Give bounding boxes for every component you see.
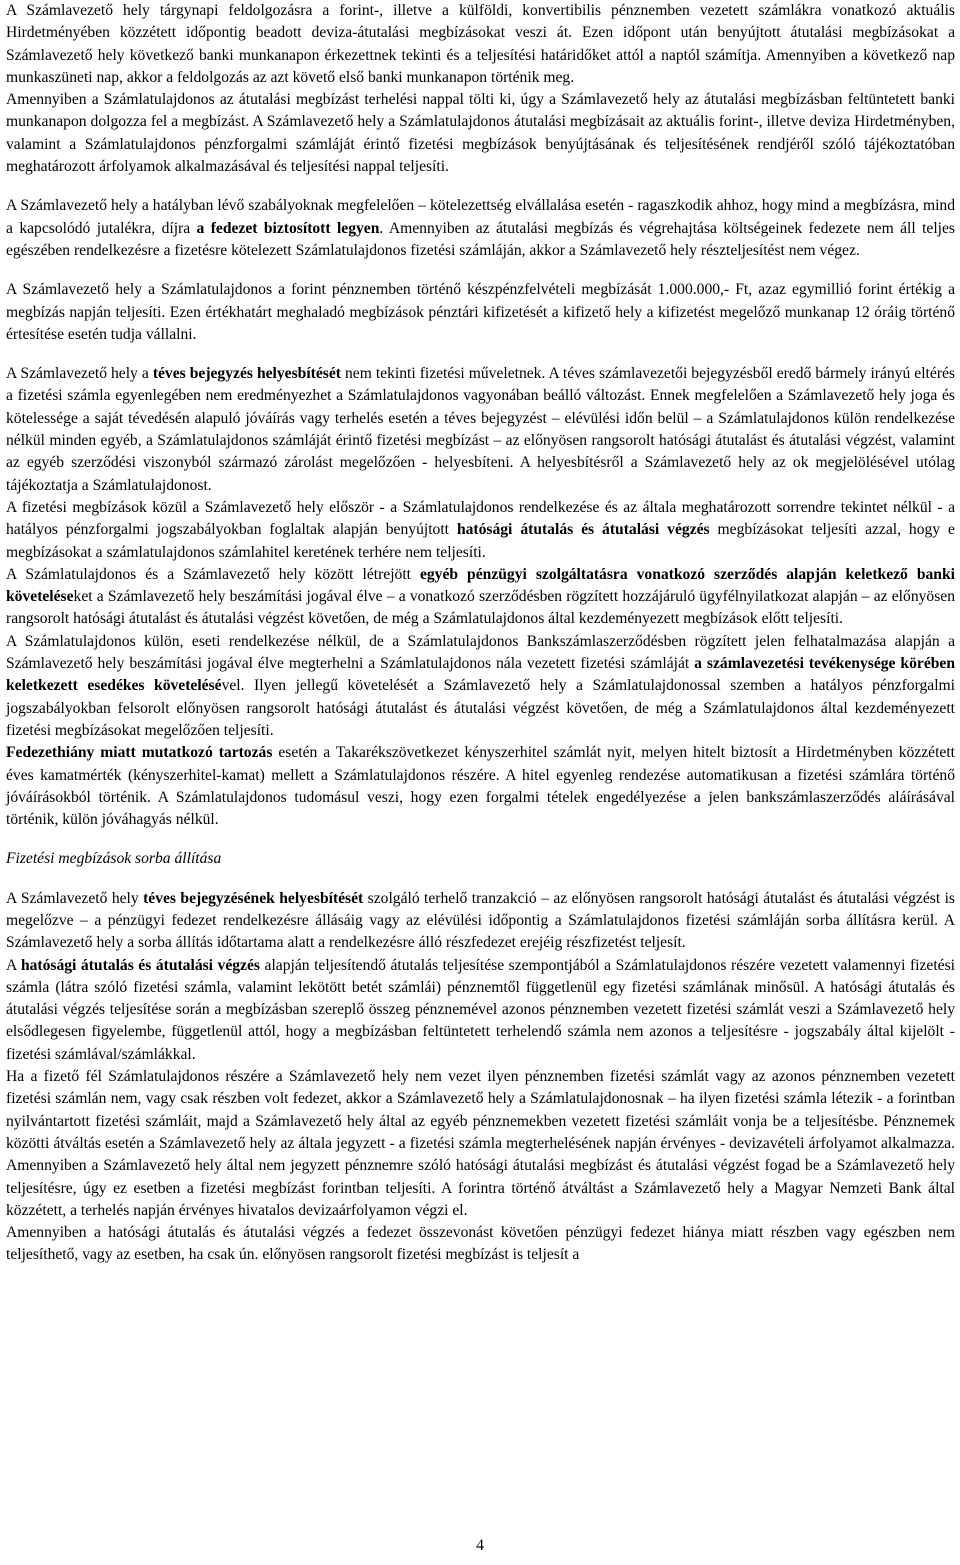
bold-text: Fedezethiány miatt mutatkozó tartozás — [6, 744, 273, 762]
paragraph — [6, 363, 955, 497]
paragraph — [6, 1222, 955, 1267]
text-run: esetén a Takarékszövetkezet kényszerhitel számlát nyit, melyen hitelt biztosít a Hirdetményben közzétett éves kamatmérték (kényszerhitel-kamat) mellett a Számlatulajdonos részére. A hitel egyenleg rendezése automatikusan a fizetési számlára történő jóváírásokból történik. A Számlatulajdonos tudomásul veszi, hogy ezen forgalmi tételek engedélyezése a jelen bankszámlaszerződés aláírásával történik, külön jóváhagyás nélkül. — [6, 744, 955, 829]
text-run: ket a Számlavezető hely beszámítási jogával élve – a vonatkozó szerződésben rögzített hozzájáruló ügyfélnyilatkozat alapján – az előnyösen rangsorolt hatósági átutalást és átutalási végzést követően, de még a Számlatulajdonos által kezdeményezett megbízások előtt teljesíti. — [6, 588, 955, 628]
text-run: vel. Ilyen jellegű követelését a Számlavezető hely a Számlatulajdonossal szemben a hatályos pénzforgalmi jogszabályokban felsorolt előnyösen rangsorolt hatósági átutalást és átutalási végzést követően, de még a Számlatulajdonos által kezdeményezett fizetési megbízásokat megelőzően teljesíti. — [6, 677, 956, 739]
text-run: Fizetési megbízások sorba állítása — [6, 850, 222, 868]
text-run: alapján teljesítendő átutalás teljesítése szempontjából a Számlatulajdonos részére vezetett valamennyi fizetési számla (látra szóló fizetési számla, valamint lekötött betét számlái) pénznemtől függetlenül egy fizetési számlának minősül. A hatósági átutalás és átutalási végzés teljesítése során a megbízásban szereplő összeg pénznemével azonos pénznemben vezetett fizetési számlát veszi a Számlavezető hely elsődlegesen figyelembe, függetlenül attól, hogy a megbízásban feltüntetett terhelendő számla nem azonos a teljesítésre - jogszabály által kijelölt - fizetési számlával/számlákkal. — [6, 956, 955, 1063]
paragraph — [6, 89, 955, 178]
paragraph — [6, 955, 955, 1066]
paragraph — [6, 1066, 955, 1222]
section-heading — [6, 848, 955, 870]
bold-text: egyéb pénzügyi szolgáltatásra vonatkozó szerződés alapján keletkező banki követelése — [6, 565, 955, 606]
text-run: A — [6, 956, 21, 974]
bold-text: a fedezet biztosított legyen — [196, 219, 380, 237]
paragraph — [6, 195, 955, 262]
text-run: A Számlatulajdonos és a Számlavezető hely között létrejött — [6, 565, 420, 583]
paragraph — [6, 888, 955, 955]
text-run: Amennyiben a hatósági átutalás és átutalási végzés a fedezet összevonást követően pénzügyi fedezet hiánya miatt részben vagy egészben nem teljesíthető, vagy az esetben, ha csak ún. előnyösen rangsorolt fizetési megbízást is teljesít a — [6, 1224, 955, 1264]
text-run: A Számlavezető hely a — [6, 365, 153, 383]
paragraph — [6, 497, 955, 564]
bold-text: a számlavezetési tevékenysége körében keletkezett esedékes követelésé — [6, 655, 956, 695]
text-run: A Számlatulajdonos külön, eseti rendelkezése nélkül, de a Számlatulajdonos Bankszámlaszerződésben rögzített jelen felhatalmazása alapján a Számlavezető hely beszámítási jogával élve megterhelni a Számlatulajdonos nála vezetett fizetési számláját — [6, 632, 955, 673]
paragraph — [6, 631, 955, 742]
text-run: A Számlavezető hely tárgynapi feldolgozásra a forint-, illetve a külföldi, konvertibilis pénznemben vezetett számlákra vonatkozó aktuális Hirdetményében közzétett időpontig beadott deviza-átutalási megbízásokat veszi át. Ezen időpont után benyújtott átutalási megbízásokat a Számlavezető hely következő banki munkanapon érkezettnek tekinti és a teljesítési határidőket attól a naptól számítja. Amennyiben a következő nap munkaszüneti nap, akkor a feldolgozás az azt követő első banki munkanapon történik meg. — [6, 2, 955, 86]
paragraph — [6, 279, 955, 346]
text-run: A Számlavezető hely a Számlatulajdonos a forint pénznemben történő készpénzfelvételi megbízását 1.000.000,- Ft, azaz egymillió forint értékig a megbízás napján teljesíti. Ezen értékhatárt meghaladó megbízások pénztári kifizetését a kifizető hely a kifizetést megelőző munkanap 12 óráig történő értesítése esetén tudja vállalni. — [6, 281, 955, 343]
text-run: Ha a fizető fél Számlatulajdonos részére a Számlavezető hely nem vezet ilyen pénznemben fizetési számlát vagy az azonos pénznemben vezetett fizetési számlán nem, vagy csak részben volt fedezet, akkor a Számlavezető hely a Számlatulajdonosnak – ha ilyen fizetési számla létezik - a forintban nyilvántartott fizetési számláit, majd a Számlavezető hely által az egyéb pénznemekben vezetett fizetési számláit vonja be a teljesítésbe. Pénznemek közötti átváltás esetén a Számlavezető hely az általa jegyzett - a fizetési számla megterhelésének napján érvényes - devizavételi árfolyamot alkalmazza. Amennyiben a Számlavezető hely által nem jegyzett pénznemre szóló hatósági átutalási megbízást és átutalási végzést fogad be a Számlavezető hely teljesítésre, úgy ez esetben a fizetési megbízást forintban teljesíti. A forintra történő átváltást a Számlavezető hely a Magyar Nemzeti Bank által közzétett, a terhelés napján érvényes hivatalos devizaárfolyamon végzi el. — [6, 1068, 955, 1219]
document-body — [6, 0, 955, 1267]
text-run: szolgáló terhelő tranzakció – az előnyösen rangsorolt hatósági átutalást és átutalási végzést is megelőzve – a pénzügyi fedezet rendelkezésre állásáig vagy az elévülési időpontig a Számlatulajdonos fizetési számláján sorba állításra kerül. A Számlavezető hely a sorba állítás időtartama alatt a rendelkezésre álló részfedezet erejéig részfizetést teljesít. — [6, 889, 955, 952]
text-run: A Számlavezető hely a hatályban lévő szabályoknak megfelelően – kötelezettség elvállalása esetén - ragaszkodik ahhoz, hogy mind a megbízásra, mind a kapcsolódó jutalékra, díjra — [6, 197, 955, 237]
paragraph — [6, 742, 955, 831]
paragraph — [6, 564, 955, 631]
text-run: . Amennyiben az átutalási megbízás és végrehajtása költségeinek fedezete nem áll teljes egészében rendelkezésre a fizetésre kötelezett Számlatulajdonos fizetési számláján, akkor a Számlavezető hely részteljesítést nem végez. — [6, 219, 955, 259]
text-run: A Számlavezető hely — [6, 889, 144, 907]
bold-text: téves bejegyzésének helyesbítését — [143, 889, 364, 907]
text-run: Amennyiben a Számlatulajdonos az átutalási megbízást terhelési nappal tölti ki, úgy a Számlavezető hely az átutalási megbízásban feltüntetett banki munkanapon dolgozza fel a megbízást. A Számlavezető hely a Számlatulajdonos átutalási megbízásait az aktuális forint-, illetve deviza Hirdetményben, valamint a Számlatulajdonos pénzforgalmi számláját érintő fizetési megbízások benyújtásának és teljesítésének rendjéről szóló tájékoztatóban meghatározott árfolyamok alkalmazásával és teljesítési nappal teljesíti. — [6, 91, 955, 176]
text-run: megbízásokat teljesíti azzal, hogy e megbízásokat a számlatulajdonos számlahitel keretének terhére nem teljesíti. — [6, 521, 955, 561]
page-number: 4 — [476, 1537, 484, 1554]
text-run: nem tekinti fizetési műveletnek. A téves számlavezetői bejegyzésből eredő bármely irányú eltérés a fizetési számla egyenlegében nem eredményezhet a Számlatulajdonos vagyonában beálló változást. Ennek megfelelően a Számlavezető hely joga és kötelessége a saját tévedésén alapuló jóváírás vagy terhelés esetén a téves bejegyzést – elévülési időn belül – a Számlatulajdonos külön rendelkezése nélkül minden egyéb, a Számlatulajdonos számláját érintő fizetési megbízást – az előnyösen rangsorolt hatósági átutalást és átutalási végzést, valamint az egyéb szerződési viszonyból származó zárolást megelőzően - helyesbíteni. A helyesbítésről a Számlavezető hely az ok megjelölésével utólag tájékoztatja a Számlatulajdonost. — [6, 365, 955, 494]
bold-text: téves bejegyzés helyesbítését — [152, 365, 341, 383]
text-run: A fizetési megbízások közül a Számlavezető hely először - a Számlatulajdonos rendelkezése és az általa meghatározott sorrendre tekintet nélkül - a hatályos pénzforgalmi jogszabályokban foglaltak alapján benyújtott — [6, 498, 955, 539]
paragraph — [6, 0, 955, 89]
bold-text: hatósági átutalás és átutalási végzés — [456, 521, 710, 539]
bold-text: hatósági átutalás és átutalási végzés — [20, 956, 260, 974]
